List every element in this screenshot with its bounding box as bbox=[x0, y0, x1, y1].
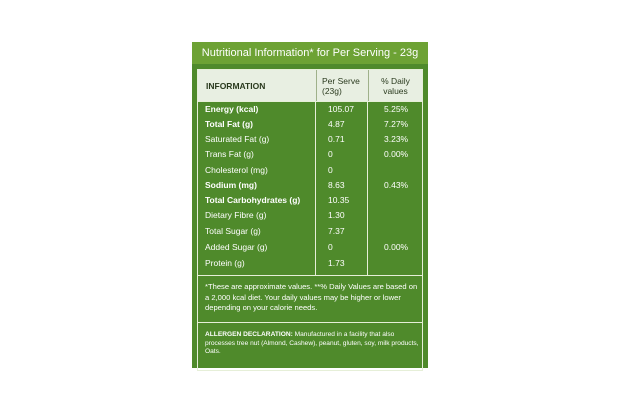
daily-value: 0.00% bbox=[384, 242, 409, 252]
table-row bbox=[197, 193, 423, 208]
table-row bbox=[197, 132, 423, 147]
panel-title: Nutritional Information* for Per Serving - 23g bbox=[192, 42, 428, 64]
table-row bbox=[197, 256, 423, 271]
table-row bbox=[197, 147, 423, 162]
per-serve-value: 7.37 bbox=[328, 226, 345, 236]
header-daily-values bbox=[368, 70, 423, 101]
allergen-label: ALLERGEN DECLARATION: bbox=[205, 331, 293, 338]
nutrient-label: Total Fat (g) bbox=[205, 119, 253, 129]
section-divider bbox=[197, 322, 423, 323]
daily-value: 3.23% bbox=[384, 134, 409, 144]
per-serve-value: 10.35 bbox=[328, 195, 350, 205]
header-divider bbox=[316, 70, 317, 101]
daily-value: 0.43% bbox=[384, 180, 409, 190]
header-per-serve-line2: (23g) bbox=[322, 85, 342, 96]
table-header bbox=[197, 69, 423, 102]
per-serve-value: 8.63 bbox=[328, 180, 345, 190]
table-row bbox=[197, 102, 423, 117]
nutrient-label: Added Sugar (g) bbox=[205, 242, 268, 252]
table-row bbox=[197, 240, 423, 255]
table-row bbox=[197, 117, 423, 132]
allergen-declaration bbox=[205, 331, 419, 357]
header-per-serve-line1: Per Serve bbox=[322, 75, 360, 86]
nutrient-label: Total Sugar (g) bbox=[205, 226, 261, 236]
per-serve-value: 4.87 bbox=[328, 119, 345, 129]
daily-value: 5.25% bbox=[384, 104, 409, 114]
per-serve-value: 0.71 bbox=[328, 134, 345, 144]
per-serve-value: 0 bbox=[328, 242, 333, 252]
daily-value: 0.00% bbox=[384, 149, 409, 159]
header-daily-line2: values bbox=[383, 85, 408, 96]
nutrient-label: Saturated Fat (g) bbox=[205, 134, 270, 144]
nutrient-label: Energy (kcal) bbox=[205, 104, 259, 114]
per-serve-value: 105.07 bbox=[328, 104, 354, 114]
nutrient-label: Cholesterol (mg) bbox=[205, 165, 268, 175]
nutrient-label: Protein (g) bbox=[205, 258, 245, 268]
daily-value: 7.27% bbox=[384, 119, 409, 129]
table-row bbox=[197, 224, 423, 239]
nutrient-label: Trans Fat (g) bbox=[205, 149, 254, 159]
table-row bbox=[197, 208, 423, 223]
per-serve-value: 0 bbox=[328, 149, 333, 159]
nutrient-label: Sodium (mg) bbox=[205, 180, 257, 190]
table-row bbox=[197, 163, 423, 178]
allergen-text: Manufactured in a facility that also processes tree nut (Almond, Cashew), peanut, gluten, soy, milk products, Oats. bbox=[205, 331, 419, 356]
section-divider bbox=[197, 275, 423, 276]
nutrient-label: Total Carbohydrates (g) bbox=[205, 195, 301, 205]
header-information: INFORMATION bbox=[206, 80, 266, 91]
per-serve-value: 1.30 bbox=[328, 210, 345, 220]
per-serve-value: 1.73 bbox=[328, 258, 345, 268]
table-row bbox=[197, 178, 423, 193]
per-serve-value: 0 bbox=[328, 165, 333, 175]
header-per-serve bbox=[322, 70, 360, 101]
nutrient-label: Dietary Fibre (g) bbox=[205, 210, 267, 220]
footnote: *These are approximate values. **% Daily Values are based on a 2,000 kcal diet. Your daily values may be higher or lower depending on your calorie needs. bbox=[205, 282, 418, 312]
header-daily-line1: % Daily bbox=[381, 75, 410, 86]
